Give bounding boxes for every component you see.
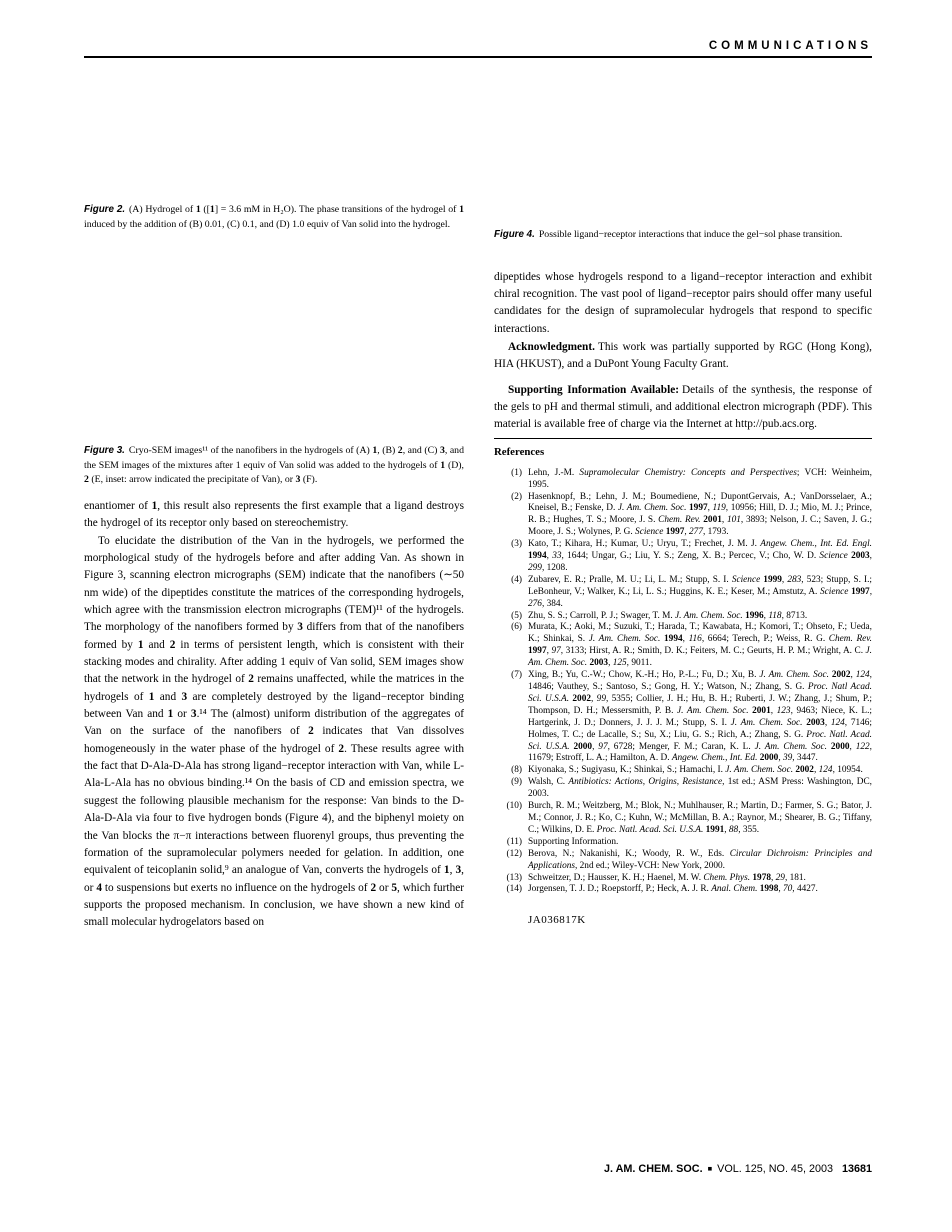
reference-number: (1)	[511, 467, 522, 478]
supporting-information-paragraph	[494, 382, 872, 434]
reference-number: (7)	[511, 670, 522, 681]
reference-text: Walsh, C. Antibiotics: Actions, Origins, Resistance, 1st ed.; ASM Press: Washington, DC, 2003.	[528, 777, 872, 800]
body-paragraph: dipeptides whose hydrogels respond to a ligand−receptor interaction and exhibit chiral recognition. The vast pool of ligand−receptor pairs should offer many useful candidates for the design of supramolecular hydrogels that respond to specific interactions.	[494, 270, 872, 335]
reference-number: (10)	[506, 801, 522, 812]
figure4-caption	[494, 228, 872, 243]
reference-number: (3)	[511, 539, 522, 550]
supporting-information-heading: Supporting Information Available:	[508, 383, 679, 396]
acknowledgment-paragraph	[494, 339, 872, 374]
body-paragraph: enantiomer of 1, this result also represents the first example that a ligand destroys the hydrogel of its receptor only based on stereochemistry.	[84, 499, 464, 530]
figure3-image-placeholder	[84, 232, 464, 444]
reference-text: Supporting Information.	[528, 836, 619, 847]
reference-number: (14)	[506, 884, 522, 895]
reference-text: Xing, B.; Yu, C.-W.; Chow, K.-H.; Ho, P.-L.; Fu, D.; Xu, B. J. Am. Chem. Soc. 2002, 124, 14846; Vauthey, S.; Santoso, S.; Gong, H. Y.; Watson, N.; Zhang, S. G. Proc. Natl Acad. Sci. U.S.A. 2002, 99, 5355; Collier, J. H.; Hu, B. H.; Ruberti, J. W.; Zhang, J.; Shum, P.; Thompson, D. H.; Messersmith, P. B. J. Am. Chem. Soc. 2001, 123, 9463; Niece, K. L.; Hartgerink, J. D.; Donners, J. J. J. M.; Stupp, S. I. J. Am. Chem. Soc. 2003, 124, 7146; Holmes, T. C.; de Lacalle, S.; Su, X.; Liu, G. S.; Rich, A.; Zhang, S. G. Proc. Natl. Acad. Sci. U.S.A. 2000, 97, 6728; Menger, F. M.; Caran, K. L. J. Am. Chem. Soc. 2000, 122, 11679; Estroff, L. A.; Hamilton, A. D. Angew. Chem., Int. Ed. 2000, 39, 3447.	[528, 670, 873, 764]
reference-text: Schweitzer, D.; Hausser, K. H.; Haenel, M. W. Chem. Phys. 1978, 29, 181.	[528, 872, 806, 883]
acknowledgment-heading: Acknowledgment.	[508, 340, 595, 353]
references-heading: References	[494, 445, 545, 458]
reference-item	[494, 884, 872, 896]
right-column	[494, 58, 872, 926]
reference-item	[494, 777, 872, 801]
reference-number: (5)	[511, 610, 522, 621]
reference-item	[494, 468, 872, 492]
figure2-caption-text: (A) Hydrogel of 1 ([1] = 3.6 mM in H₂O). The phase transitions of the hydrogel of 1 induced by the addition of (B) 0.01, (C) 0.1, and (D) 1.0 equiv of Van solid into the hydrogel.	[84, 204, 464, 230]
reference-item	[494, 622, 872, 670]
acknowledgment-text: This work was partially supported by RGC (Hong Kong), HIA (HKUST), and a DuPont Young Faculty Grant.	[494, 340, 872, 371]
reference-text: Kato, T.; Kihara, H.; Kumar, U.; Uryu, T.; Frechet, J. M. J. Angew. Chem., Int. Ed. Engl. 1994, 33, 1644; Ungar, G.; Liu, Y. S.; Zeng, X. B.; Percec, V.; Cho, W. D. Science 2003, 299, 1208.	[528, 539, 872, 573]
square-bullet-icon: ■	[707, 1163, 713, 1173]
page-header-banner: COMMUNICATIONS	[708, 40, 872, 52]
figure4-caption-text: Possible ligand−receptor interactions that induce the gel−sol phase transition.	[538, 229, 843, 240]
left-column	[84, 58, 464, 932]
reference-item	[494, 492, 872, 540]
reference-text: Lehn, J.-M. Supramolecular Chemistry: Concepts and Perspectives; VCH: Weinheim, 1995.	[528, 467, 872, 490]
figure4-image-placeholder	[494, 58, 872, 228]
reference-item	[494, 837, 872, 849]
reference-item	[494, 670, 872, 765]
reference-item	[494, 873, 872, 885]
reference-number: (2)	[511, 491, 522, 502]
body-paragraph: To elucidate the distribution of the Van in the hydrogels, we performed the morphological study of the hydrogels before and after adding Van. As shown in Figure 3, scanning electron micrographs (SEM) indicate that the nanofibers (∼50 nm wide) of the dipeptides constitute the matrices of the corresponding hydrogels, which agree with the transmission electron micrographs (TEM)¹¹ of the hydrogels. The morphology of the nanofibers formed by 3 differs from that of the nanofibers formed by 1 and 2 in terms of persistent length, which is consistent with their stacking modes and chirality. After adding 1 equiv of Van solid, SEM images show that the network in the hydrogel of 2 remains unaffected, while the matrices in the hydrogels of 1 and 3 are completely destroyed by the ligand−receptor binding between Van and 1 or 3.¹⁴ The (almost) uniform distribution of the aggregates of Van on the surface of the nanofibers of 2 indicates that Van dissolves homogeneously in the water phase of the hydrogel of 2. These results agree with the fact that D-Ala-D-Ala has strong ligand−receptor interaction with Van, while L-Ala-L-Ala has no obvious binding.¹⁴ On the basis of CD and emission spectra, we suggest the following plausible mechanism for the response: Van binds to the D-Ala-D-Ala via four to five hydrogen bonds (Figure 4), and the biphenyl moiety on the Van blocks the π−π interactions between fluorenyl groups, thus preventing the formation of the supramolecular polymers needed for gelation. In addition, one equivalent of teicoplanin solid,⁹ an analogue of Van, converts the hydrogels of 1, 3, or 4 to suspensions but exerts no influence on the hydrogels of 2 or 5, which further supports the proposed mechanism. In conclusion, we have shown a new kind of small molecular hydrogelators based on	[84, 534, 464, 929]
figure3-caption	[84, 444, 464, 488]
reference-item	[494, 611, 872, 623]
reference-number: (4)	[511, 574, 522, 585]
reference-item	[494, 539, 872, 575]
reference-number: (8)	[511, 765, 522, 776]
reference-number: (6)	[511, 622, 522, 633]
reference-number: (13)	[506, 872, 522, 883]
reference-item	[494, 765, 872, 777]
reference-item	[494, 849, 872, 873]
page-footer	[604, 1163, 872, 1175]
reference-text: Zubarev, E. R.; Pralle, M. U.; Li, L. M.; Stupp, S. I. Science 1999, 283, 523; Stupp, S. I.; LeBonheur, V.; Walker, K.; Li, L. S.; Huggins, K. E.; Keser, M.; Amstutz, A. Science 1997, 276, 384.	[528, 574, 873, 609]
reference-item	[494, 575, 872, 611]
reference-text: Jorgensen, T. J. D.; Roepstorff, P.; Heck, A. J. R. Anal. Chem. 1998, 70, 4427.	[528, 884, 818, 895]
supporting-information-text: Details of the synthesis, the response of the gels to pH and thermal stimuli, and additional electron micrograph (PDF). This material is available free of charge via the Internet at http://pub.acs.org.	[494, 383, 872, 431]
figure2-image-placeholder	[84, 58, 464, 203]
figure3-caption-text: Cryo-SEM images¹¹ of the nanofibers in the hydrogels of (A) 1, (B) 2, and (C) 3, and the SEM images of the mixtures after 1 equiv of Van solid was added to the hydrogels of 1 (D), 2 (E, inset: arrow indicated the precipitate of Van), or 3 (F).	[84, 445, 465, 486]
reference-number: (11)	[506, 836, 522, 847]
figure4-label: Figure 4.	[494, 229, 535, 240]
figure2-caption	[84, 203, 464, 232]
figure2-label: Figure 2.	[84, 204, 126, 215]
references-list	[494, 468, 872, 897]
reference-text: Burch, R. M.; Weitzberg, M.; Blok, N.; Muhlhauser, R.; Martin, D.; Farmer, S. G.; Bator, J. M.; Connor, J. R.; Ko, C.; Kuhn, W.; McMillan, B. A.; Raynor, M.; Shearer, B. G.; Tiffany, C.; Wilkins, D. E. Proc. Natl. Acad. Sci. U.S.A. 1991, 88, 355.	[528, 801, 872, 835]
reference-item	[494, 801, 872, 837]
footer-journal-name: J. AM. CHEM. SOC.	[604, 1163, 703, 1175]
reference-text: Murata, K.; Aoki, M.; Suzuki, T.; Harada, T.; Kawabata, H.; Komori, T.; Ohseto, F.; Ueda, K.; Shinkai, S. J. Am. Chem. Soc. 1994, 116, 6664; Terech, P.; Weiss, R. G. Chem. Rev. 1997, 97, 3133; Hirst, A. R.; Smith, D. K.; Feiters, M. C.; Geurts, H. P. M.; Wright, A. C. J. Am. Chem. Soc. 2003, 125, 9011.	[528, 622, 873, 669]
manuscript-id: JA036817K	[528, 914, 586, 927]
reference-number: (9)	[511, 777, 522, 788]
reference-text: Berova, N.; Nakanishi, K.; Woody, R. W., Eds. Circular Dichroism: Principles and Applications, 2nd ed.; Wiley-VCH: New York, 2000.	[528, 848, 872, 871]
reference-text: Hasenknopf, B.; Lehn, J. M.; Boumediene, N.; DupontGervais, A.; VanDorsselaer, A.; Kneisel, B.; Fenske, D. J. Am. Chem. Soc. 1997, 119, 10956; Hill, D. J.; Mio, M. J.; Prince, R. B.; Hughes, T. S.; Moore, J. S. Chem. Rev. 2001, 101, 3893; Nelson, J. C.; Saven, J. G.; Moore, J. S.; Wolynes, P. G. Science 1997, 277, 1793.	[528, 491, 873, 538]
reference-text: Zhu, S. S.; Carroll, P. J.; Swager, T. M. J. Am. Chem. Soc. 1996, 118, 8713.	[528, 610, 808, 621]
footer-volume-info: VOL. 125, NO. 45, 2003	[717, 1163, 833, 1175]
footer-page-number: 13681	[841, 1163, 872, 1175]
figure3-label: Figure 3.	[84, 445, 125, 457]
references-rule	[494, 438, 872, 439]
reference-text: Kiyonaka, S.; Sugiyasu, K.; Shinkai, S.; Hamachi, I. J. Am. Chem. Soc. 2002, 124, 10954.	[528, 765, 863, 776]
reference-number: (12)	[506, 848, 522, 859]
